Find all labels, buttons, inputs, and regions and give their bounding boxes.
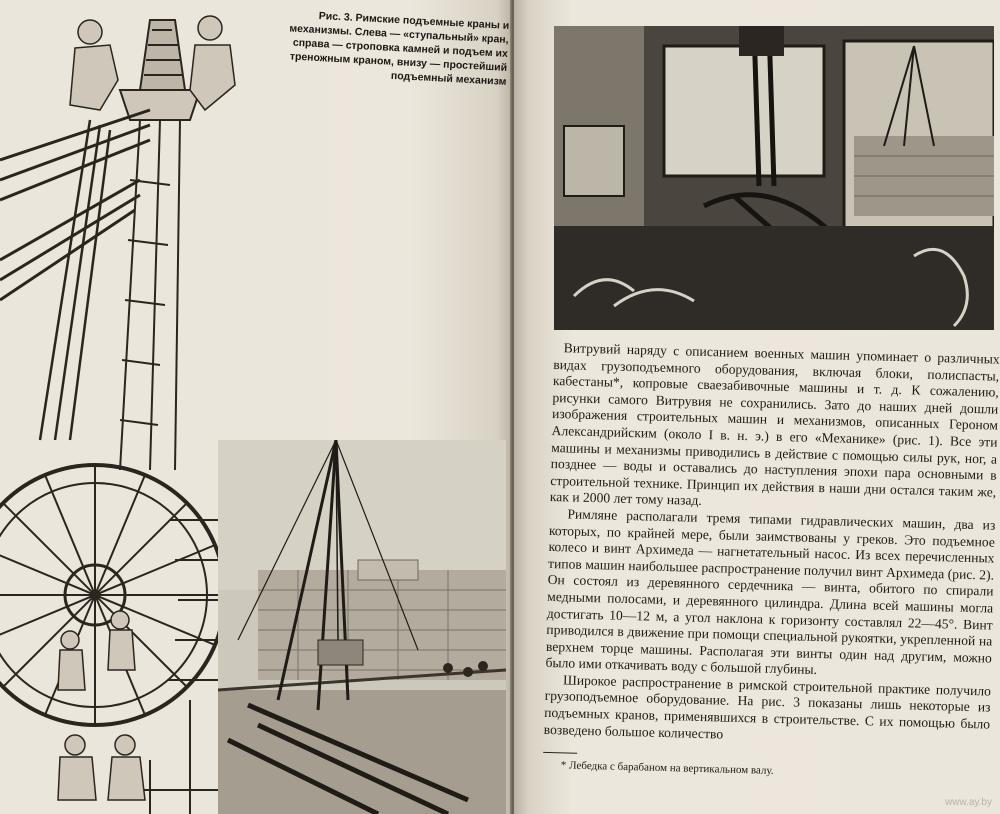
paragraph: Витрувий наряду с описанием военных машин упоминает о различных видах грузоподъемного оборудования, включая блоки, полиспасты, кабестаны*, копровые сваезабивочные машины и т. д. К сожалению, рисунки самого Витрувия не сохранились. Зато до наших дней дошли изображения строительных машин и механизмов, описанных Героном Александрийским (около I в. н. э.) в его «Механике» (рис. 1). Все эти машины и механизмы приводились в действие с помощью силы рук, ног, а позднее — воды и оставались до наступления эпохи пара основными в строительной технике. Принцип их действия в наши дни остался таким же, как и 2000 лет тому назад.: [549, 340, 1000, 509]
tripod-crane-figure: [218, 440, 506, 814]
footnote: * Лебедка с барабаном на вертикальном валу.: [560, 759, 774, 778]
pulley-blocks-engraving: [554, 26, 994, 330]
body-text: [543, 340, 1000, 784]
right-page: [514, 0, 1000, 814]
paragraph: Римляне располагали тремя типами гидравлических машин, два из которых, по крайней мере, были заимствованы у греков. Это подъемное колесо и винт Архимеда — нагнетательный насос. Из всех перечисленных типов машин наибольшее распространение получил винт Архимеда (рис. 2). Он состоял из деревянного сердечника — винта, обитого по спирали медными полосами, и деревянного цилиндра. Длина всей машины могла достигать 10—12 м, а угол наклона к горизонту составлял 22—45°. Винт приводился в движение при помощи специальной рукоятки, укрепленной на верхнем торце машины. Располагая эти винты один над другим, можно было ими откачивать воду с большой глубины.: [545, 506, 996, 678]
pulley-blocks-figure: [554, 26, 994, 330]
footnote-rule: [543, 752, 577, 754]
treadwheel-crane-drawing: [0, 0, 250, 814]
figure-caption: Рис. 3. Римские подъемные краны и механизмы. Слева — «ступальный» кран, справа — строповка камней и подъем их треножным краном, внизу — простейший подъемный механизм: [289, 9, 510, 88]
paragraph: Широкое распространение в римской строительной практике получило грузоподъемное оборудование. На рис. 3 показаны лишь некоторые из подъемных кранов, применявшихся в строительстве. С их помощью было возведено большое количество: [543, 672, 992, 742]
tripod-crane-engraving: [218, 440, 506, 814]
watermark: www.ay.by: [944, 797, 992, 808]
treadwheel-crane-figure: [0, 0, 250, 814]
